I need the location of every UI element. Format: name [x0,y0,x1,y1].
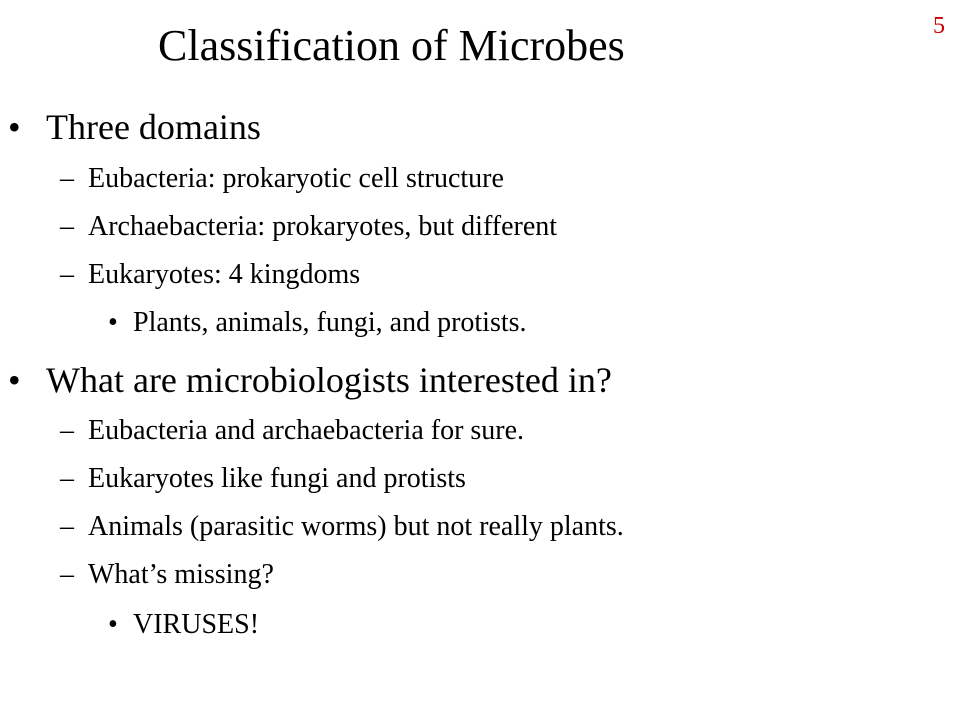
bullet-text: Three domains [46,107,261,147]
sub-bullet-text: Animals (parasitic worms) but not really plants. [88,511,624,542]
sub-bullet-text: Eubacteria: prokaryotic cell structure [88,163,504,194]
dash-marker: – [60,463,74,494]
sub-sub-bullet-text: Plants, animals, fungi, and protists. [133,307,527,338]
sub-bullet-text: Eubacteria and archaebacteria for sure. [88,415,525,446]
sub-bullet-text: What’s missing? [88,559,274,590]
sub-bullet-text: Eukaryotes like fungi and protists [88,463,466,494]
page-number: 5 [933,13,945,39]
bullet-marker: • [108,307,118,338]
sub-sub-bullet-text: VIRUSES! [133,609,260,640]
sub-bullet-text: Eukaryotes: 4 kingdoms [88,259,361,290]
dash-marker: – [60,511,74,542]
dash-marker: – [60,211,74,242]
bullet-marker: • [8,107,21,147]
dash-marker: – [60,559,74,590]
sub-bullet-text: Archaebacteria: prokaryotes, but different [88,211,558,242]
dash-marker: – [60,163,74,194]
bullet-marker: • [108,609,118,640]
bullet-text: What are microbiologists interested in? [46,360,612,400]
slide-title: Classification of Microbes [158,21,625,70]
dash-marker: – [60,259,74,290]
bullet-marker: • [8,360,21,400]
dash-marker: – [60,415,74,446]
